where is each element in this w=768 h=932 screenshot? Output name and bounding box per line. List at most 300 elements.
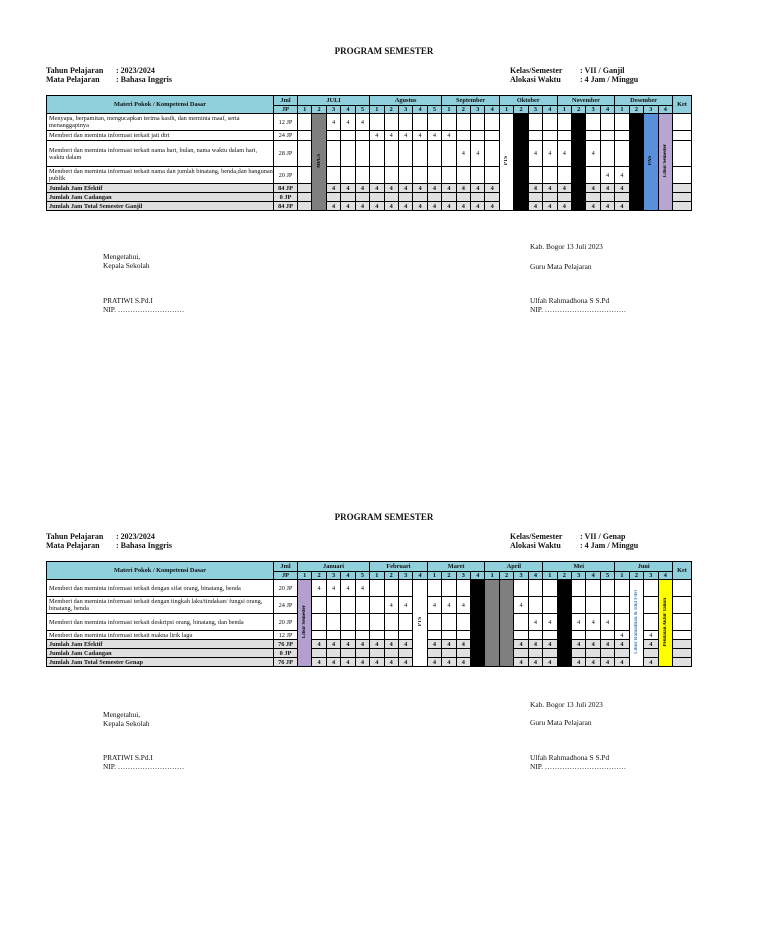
- week-cell: [326, 658, 340, 667]
- week-cell: [600, 202, 614, 211]
- week-cell: [644, 649, 658, 658]
- week-cell: [456, 202, 470, 211]
- week-cell: [572, 658, 586, 667]
- week-cell: [557, 202, 571, 211]
- week-cell: [514, 631, 528, 640]
- week-number: 1: [543, 572, 557, 580]
- week-cell: [456, 141, 470, 167]
- jp-value: 4: [404, 640, 408, 648]
- week-cell: [298, 131, 312, 141]
- jp-value: 4: [605, 618, 610, 626]
- jp-cell: 20 JP: [274, 167, 298, 184]
- week-cell: [528, 202, 542, 211]
- week-cell: [485, 131, 499, 141]
- week-number: 1: [427, 572, 441, 580]
- week-cell: [384, 597, 398, 614]
- week-cell: [341, 193, 355, 202]
- jp-value: 4: [375, 640, 379, 648]
- week-cell: [355, 167, 369, 184]
- jp-value: 4: [605, 171, 610, 179]
- header-jp: JP: [274, 572, 298, 580]
- value-tahun: : 2023/2024: [116, 66, 155, 75]
- week-cell: [398, 114, 412, 131]
- blocked-column: [557, 580, 571, 667]
- week-cell: [413, 114, 427, 131]
- mengetahui-ganjil: [103, 252, 150, 270]
- week-cell: [586, 167, 600, 184]
- week-number: 1: [370, 106, 384, 114]
- week-cell: [355, 202, 369, 211]
- week-cell: [442, 193, 456, 202]
- week-cell: [312, 649, 326, 658]
- week-cell: [456, 167, 470, 184]
- week-cell: [557, 184, 571, 193]
- week-cell: [644, 631, 658, 640]
- week-cell: [442, 631, 456, 640]
- week-cell: [341, 631, 355, 640]
- ket-cell: [673, 597, 692, 614]
- ket-cell: [673, 202, 692, 211]
- jp-value: 4: [432, 184, 437, 192]
- week-cell: [600, 114, 614, 131]
- week-cell: [427, 640, 441, 649]
- week-cell: [398, 614, 412, 631]
- week-cell: [442, 597, 456, 614]
- label-tahun: Tahun Pelajaran: [46, 66, 104, 75]
- place-date-genap: Kab. Bogor 13 Juli 2023: [530, 700, 603, 709]
- week-cell: [586, 141, 600, 167]
- week-cell: [456, 184, 470, 193]
- week-cell: [543, 640, 557, 649]
- jp-value: 4: [447, 184, 451, 192]
- week-cell: [413, 141, 427, 167]
- jp-value: 4: [389, 202, 393, 210]
- jp-value: 4: [331, 202, 336, 210]
- week-cell: [600, 580, 614, 597]
- header-jml: Jml: [274, 96, 298, 106]
- week-number: 3: [326, 106, 340, 114]
- week-cell: [312, 640, 326, 649]
- week-cell: [514, 614, 528, 631]
- blocked-column: [514, 114, 528, 211]
- week-cell: [398, 649, 412, 658]
- guru-name: Ulfah Rahmadhona S S.Pd: [530, 296, 610, 305]
- week-cell: [586, 649, 600, 658]
- week-cell: [586, 658, 600, 667]
- blocked-column: [471, 580, 485, 667]
- week-number: 4: [485, 106, 499, 114]
- month-header: JULI: [298, 96, 370, 106]
- materi-cell: Jumlah Jam Total Semester Genap: [47, 658, 274, 667]
- week-cell: [543, 114, 557, 131]
- week-cell: [644, 640, 658, 649]
- week-cell: [398, 202, 412, 211]
- jp-value: 4: [447, 640, 451, 648]
- week-cell: [427, 193, 441, 202]
- week-cell: [572, 580, 586, 597]
- week-cell: [398, 597, 412, 614]
- week-number: 2: [572, 106, 586, 114]
- week-cell: [312, 614, 326, 631]
- week-number: 4: [413, 572, 427, 580]
- jp-value: 4: [447, 658, 451, 666]
- jp-value: 4: [447, 132, 451, 139]
- week-cell: [442, 658, 456, 667]
- jp-value: 4: [404, 601, 408, 609]
- week-number: 2: [384, 572, 398, 580]
- week-cell: [543, 193, 557, 202]
- jp-cell: 84 JP: [274, 184, 298, 193]
- jp-value: 4: [548, 202, 552, 210]
- week-cell: [528, 631, 542, 640]
- jp-value: 4: [404, 658, 408, 666]
- jp-cell: 20 JP: [274, 614, 298, 631]
- week-cell: [528, 614, 542, 631]
- week-cell: [341, 202, 355, 211]
- week-cell: [485, 167, 499, 184]
- jp-value: 4: [562, 184, 566, 192]
- week-cell: [355, 649, 369, 658]
- jp-value: 4: [317, 658, 321, 666]
- week-cell: [586, 184, 600, 193]
- week-cell: [326, 580, 340, 597]
- vertical-label: Libur Ramadhan & Idul Fitri: [633, 590, 639, 654]
- jp-value: 4: [548, 618, 552, 626]
- jp-value: 4: [389, 601, 393, 609]
- week-cell: [600, 184, 614, 193]
- week-cell: [326, 193, 340, 202]
- week-cell: [557, 193, 571, 202]
- jp-value: 4: [331, 658, 336, 666]
- jp-value: 4: [360, 584, 364, 592]
- materi-cell: Memberi dan meminta informasi terkait jati diri: [47, 131, 274, 141]
- header-jp: JP: [274, 106, 298, 114]
- week-number: 2: [456, 106, 470, 114]
- week-cell: [355, 658, 369, 667]
- jp-value: 4: [476, 184, 480, 192]
- value-kelas: : VII / Ganjil: [580, 66, 625, 75]
- week-cell: [370, 141, 384, 167]
- week-cell: [557, 167, 571, 184]
- week-cell: [543, 597, 557, 614]
- month-header: Juni: [615, 562, 673, 572]
- jp-value: 4: [331, 584, 336, 592]
- kepsek-name: PRATIWI S.Pd.I: [103, 753, 153, 762]
- week-number: 4: [341, 572, 355, 580]
- jp-value: 4: [317, 584, 321, 592]
- week-cell: [427, 580, 441, 597]
- week-cell: [384, 640, 398, 649]
- week-number: 1: [615, 106, 629, 114]
- week-cell: [326, 131, 340, 141]
- jp-value: 4: [490, 184, 494, 192]
- week-cell: [456, 580, 470, 597]
- week-cell: [543, 614, 557, 631]
- week-cell: [600, 640, 614, 649]
- week-cell: [298, 193, 312, 202]
- week-cell: [341, 614, 355, 631]
- week-cell: [355, 597, 369, 614]
- week-cell: [514, 658, 528, 667]
- kepsek-text: Kepala Sekolah: [103, 719, 150, 728]
- week-cell: [370, 184, 384, 193]
- week-cell: [370, 580, 384, 597]
- week-cell: [615, 614, 629, 631]
- jp-cell: 12 JP: [274, 631, 298, 640]
- mengetahui-text: Mengetahui,: [103, 252, 141, 261]
- week-cell: [586, 193, 600, 202]
- materi-cell: Jumlah Jam Efektif: [47, 640, 274, 649]
- jp-value: 4: [432, 658, 437, 666]
- label-tahun: Tahun Pelajaran: [46, 532, 104, 541]
- materi-cell: Jumlah Jam Efektif: [47, 184, 274, 193]
- jp-value: 4: [389, 658, 393, 666]
- materi-cell: Menyapa, berpamitan, mengucapkan terima kasih, dan meminta maaf, serta menanggapinya: [47, 114, 274, 131]
- jp-value: 4: [533, 202, 538, 210]
- ket-cell: [673, 614, 692, 631]
- header-jml: Jml: [274, 562, 298, 572]
- jp-cell: 24 JP: [274, 131, 298, 141]
- materi-cell: Jumlah Jam Cadangan: [47, 193, 274, 202]
- week-cell: [312, 597, 326, 614]
- jp-value: 4: [418, 184, 422, 192]
- week-number: 4: [586, 572, 600, 580]
- week-cell: [528, 640, 542, 649]
- mpls-column: [312, 114, 326, 211]
- jp-value: 4: [533, 150, 538, 157]
- week-number: 5: [600, 572, 614, 580]
- week-cell: [600, 649, 614, 658]
- jp-value: 4: [346, 118, 350, 126]
- week-cell: [326, 202, 340, 211]
- jp-value: 4: [620, 631, 624, 639]
- month-header: Februari: [370, 562, 428, 572]
- week-number: 5: [355, 106, 369, 114]
- week-cell: [543, 141, 557, 167]
- week-number: 3: [528, 106, 542, 114]
- week-number: 1: [557, 106, 571, 114]
- month-header: Mei: [543, 562, 615, 572]
- vertical-label: PTS: [417, 617, 423, 627]
- week-number: 1: [499, 106, 513, 114]
- jp-value: 4: [447, 202, 451, 210]
- week-cell: [398, 131, 412, 141]
- jp-value: 4: [331, 118, 336, 126]
- week-number: 2: [384, 106, 398, 114]
- libur-column: [658, 114, 672, 211]
- week-cell: [615, 131, 629, 141]
- week-cell: [384, 649, 398, 658]
- month-header: Maret: [427, 562, 485, 572]
- week-cell: [572, 640, 586, 649]
- week-cell: [442, 141, 456, 167]
- month-header: Januari: [298, 562, 370, 572]
- week-cell: [442, 184, 456, 193]
- week-cell: [427, 131, 441, 141]
- week-number: 4: [543, 106, 557, 114]
- week-cell: [384, 131, 398, 141]
- week-cell: [442, 580, 456, 597]
- header-right-genap: [510, 532, 638, 550]
- jp-value: 4: [346, 202, 350, 210]
- jp-value: 4: [562, 150, 566, 157]
- week-cell: [471, 131, 485, 141]
- week-cell: [543, 631, 557, 640]
- week-cell: [326, 649, 340, 658]
- week-cell: [600, 193, 614, 202]
- week-cell: [341, 184, 355, 193]
- week-cell: [370, 131, 384, 141]
- week-cell: [312, 658, 326, 667]
- week-cell: [370, 202, 384, 211]
- kepsek-nip: NIP. ………………………: [103, 762, 185, 771]
- week-cell: [326, 614, 340, 631]
- week-number: 4: [600, 106, 614, 114]
- week-cell: [543, 131, 557, 141]
- vertical-label: MPLS: [316, 154, 322, 168]
- week-cell: [326, 114, 340, 131]
- materi-cell: Memberi dan meminta informasi terkait nama hari, bulan, nama waktu dalam hari, waktu dalam: [47, 141, 274, 167]
- jp-value: 4: [346, 640, 350, 648]
- week-number: 1: [442, 106, 456, 114]
- week-cell: [644, 658, 658, 667]
- week-cell: [398, 184, 412, 193]
- jp-value: 4: [577, 640, 581, 648]
- week-cell: [485, 114, 499, 131]
- month-header: September: [442, 96, 500, 106]
- guru-sign-genap: [530, 753, 626, 771]
- week-cell: [557, 131, 571, 141]
- week-cell: [528, 658, 542, 667]
- materi-cell: Memberi dan meminta informasi terkait deskripsi orang, binatang, dan benda: [47, 614, 274, 631]
- jp-value: 4: [346, 584, 350, 592]
- guru-label-ganjil: Guru Mata Pelajaran: [530, 262, 592, 271]
- week-cell: [398, 580, 412, 597]
- pts-column: [413, 580, 427, 667]
- libur-semester-column: [298, 580, 312, 667]
- week-cell: [471, 202, 485, 211]
- ket-cell: [673, 631, 692, 640]
- week-cell: [427, 614, 441, 631]
- jp-value: 4: [375, 202, 379, 210]
- jp-value: 4: [346, 658, 350, 666]
- jp-cell: 76 JP: [274, 640, 298, 649]
- week-cell: [427, 658, 441, 667]
- week-cell: [298, 141, 312, 167]
- header-ket: Ket: [673, 96, 692, 114]
- jp-value: 4: [461, 640, 465, 648]
- value-mapel: : Bahasa Inggris: [116, 75, 173, 84]
- month-header: April: [485, 562, 543, 572]
- week-cell: [341, 141, 355, 167]
- month-header: Desember: [615, 96, 673, 106]
- week-cell: [471, 141, 485, 167]
- week-cell: [485, 184, 499, 193]
- jp-value: 4: [591, 184, 595, 192]
- ket-cell: [673, 141, 692, 167]
- jp-value: 4: [533, 658, 538, 666]
- week-cell: [586, 614, 600, 631]
- week-cell: [471, 167, 485, 184]
- jp-value: 4: [548, 184, 552, 192]
- week-cell: [600, 131, 614, 141]
- header-materi: Materi Pokok / Kompetensi Dasar: [47, 562, 274, 580]
- week-cell: [384, 658, 398, 667]
- week-cell: [543, 580, 557, 597]
- week-cell: [398, 631, 412, 640]
- week-cell: [427, 202, 441, 211]
- schedule-table-genap: [46, 561, 692, 667]
- week-cell: [600, 614, 614, 631]
- month-header: November: [557, 96, 615, 106]
- week-cell: [442, 614, 456, 631]
- week-cell: [384, 193, 398, 202]
- jp-cell: 20 JP: [274, 580, 298, 597]
- jp-value: 4: [533, 618, 538, 626]
- week-cell: [341, 131, 355, 141]
- week-number: 3: [644, 572, 658, 580]
- jp-cell: 0 JP: [274, 649, 298, 658]
- week-cell: [586, 631, 600, 640]
- week-cell: [456, 640, 470, 649]
- week-cell: [427, 184, 441, 193]
- week-cell: [528, 580, 542, 597]
- week-cell: [644, 597, 658, 614]
- week-cell: [355, 580, 369, 597]
- value-kelas: : VII / Genap: [580, 532, 626, 541]
- week-number: 3: [572, 572, 586, 580]
- week-cell: [355, 141, 369, 167]
- jp-cell: 28 JP: [274, 141, 298, 167]
- jp-value: 4: [360, 640, 364, 648]
- week-cell: [442, 640, 456, 649]
- week-cell: [572, 597, 586, 614]
- value-alokasi: : 4 Jam / Minggu: [580, 541, 639, 550]
- week-cell: [615, 658, 629, 667]
- label-kelas: Kelas/Semester: [510, 532, 563, 541]
- blocked-column: [572, 114, 586, 211]
- week-cell: [370, 631, 384, 640]
- week-cell: [413, 167, 427, 184]
- jp-value: 4: [375, 658, 379, 666]
- week-number: 2: [557, 572, 571, 580]
- week-cell: [427, 649, 441, 658]
- ket-cell: [673, 114, 692, 131]
- jp-value: 4: [548, 640, 552, 648]
- week-cell: [615, 580, 629, 597]
- jp-value: 4: [519, 658, 523, 666]
- week-cell: [528, 649, 542, 658]
- week-number: 5: [355, 572, 369, 580]
- week-cell: [398, 658, 412, 667]
- week-cell: [341, 597, 355, 614]
- week-number: 4: [658, 572, 672, 580]
- week-cell: [514, 597, 528, 614]
- week-cell: [456, 193, 470, 202]
- label-mapel: Mata Pelajaran: [46, 75, 100, 84]
- week-cell: [557, 114, 571, 131]
- week-cell: [355, 131, 369, 141]
- week-cell: [485, 193, 499, 202]
- week-cell: [456, 114, 470, 131]
- week-cell: [471, 114, 485, 131]
- week-cell: [384, 631, 398, 640]
- jp-value: 4: [418, 132, 422, 139]
- jp-value: 4: [404, 202, 408, 210]
- jp-value: 4: [461, 184, 465, 192]
- place-date-ganjil: Kab. Bogor 13 Juli 2023: [530, 242, 603, 251]
- week-cell: [298, 167, 312, 184]
